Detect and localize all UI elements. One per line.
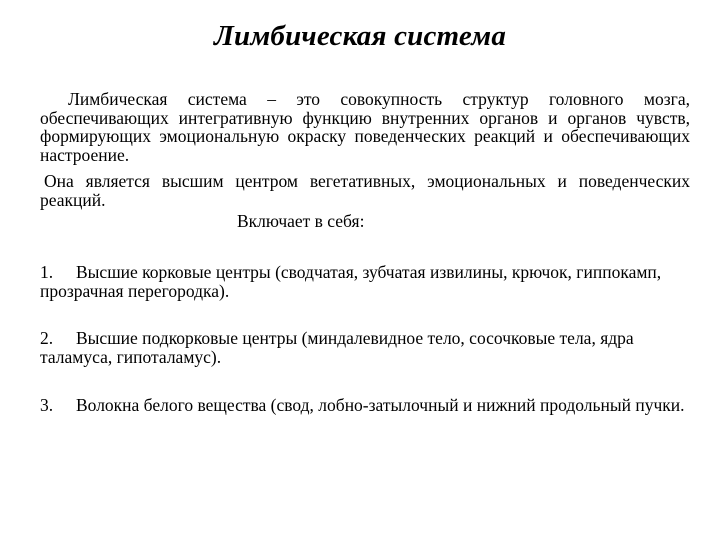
list-number: 3.: [40, 395, 54, 415]
list-item: [40, 263, 690, 301]
slide-title: Лимбическая система: [213, 20, 507, 52]
list-text: Волокна белого вещества (свод, лобно-затылочный и нижний продольный пучки.: [76, 395, 685, 415]
list-text: Высшие подкорковые центры (миндалевидное тело, сосочковые тела, ядра таламуса, гипоталамус).: [40, 328, 634, 367]
list-item: [40, 329, 690, 367]
list-text: Высшие корковые центры (сводчатая, зубчатая извилины, крючок, гиппокамп, прозрачная перегородка).: [40, 262, 662, 301]
includes-label: Включает в себя:: [237, 211, 365, 231]
list-item: [40, 396, 690, 415]
function-paragraph: Она является высшим центром вегетативных, эмоциональных и поведенческих реакций.: [40, 171, 690, 210]
list-number: 2.: [40, 328, 54, 348]
definition-paragraph: Лимбическая система – это совокупность структур головного мозга, обеспечивающих интегративную функцию внутренних органов и органов чувств, формирующих эмоциональную окраску поведенческих реакций и обеспечивающих настроение.: [40, 89, 690, 165]
list-number: 1.: [40, 262, 54, 282]
